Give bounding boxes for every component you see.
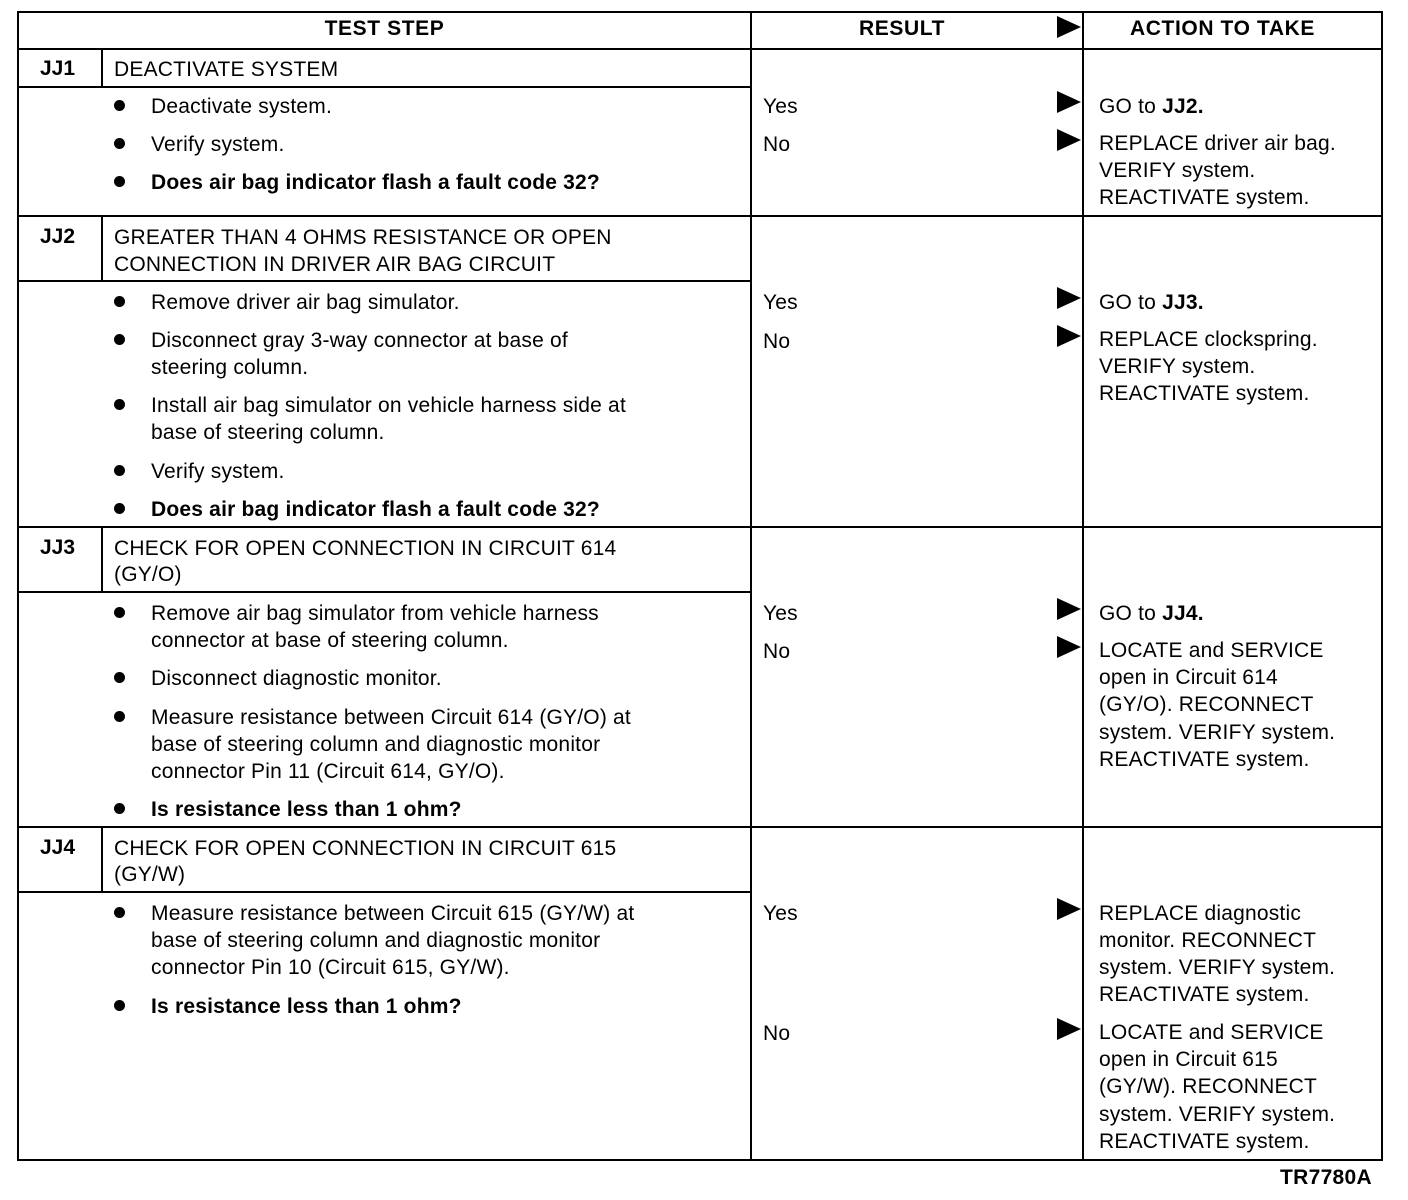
bullet-icon xyxy=(114,607,125,618)
action-text: LOCATE and SERVICE xyxy=(1099,639,1324,662)
step-question: Is resistance less than 1 ohm? xyxy=(151,798,462,821)
action-text: GO to JJ3. xyxy=(1099,291,1204,314)
action-text: VERIFY system. xyxy=(1099,159,1256,182)
step-question: Does air bag indicator flash a fault code 32? xyxy=(151,498,600,521)
table-border-left xyxy=(17,11,19,1161)
action-text: GO to JJ4. xyxy=(1099,602,1204,625)
bullet-icon xyxy=(114,672,125,683)
bullet-icon xyxy=(114,1000,125,1011)
bullet-icon xyxy=(114,907,125,918)
column-divider-result xyxy=(750,11,752,1161)
action-text: REPLACE clockspring. xyxy=(1099,328,1318,351)
step-reference: JJ4. xyxy=(1162,602,1204,625)
bullet-icon xyxy=(114,399,125,410)
bullet-icon xyxy=(114,176,125,187)
bullet-icon xyxy=(114,138,125,149)
step-title: (GY/W) xyxy=(114,863,186,886)
step-instruction: Verify system. xyxy=(151,460,285,483)
arrow-right-icon xyxy=(1057,91,1081,113)
arrow-right-icon xyxy=(1057,325,1081,347)
result-no: No xyxy=(763,330,791,353)
step-instruction: base of steering column and diagnostic monitor xyxy=(151,733,601,756)
step-instruction: Disconnect gray 3-way connector at base of xyxy=(151,329,568,352)
table-border-top xyxy=(17,11,1383,13)
step-instruction: connector at base of steering column. xyxy=(151,629,509,652)
step-title: GREATER THAN 4 OHMS RESISTANCE OR OPEN xyxy=(114,226,612,249)
bullet-icon xyxy=(114,296,125,307)
step-divider xyxy=(17,826,1383,828)
action-text: system. VERIFY system. xyxy=(1099,721,1336,744)
step-title: CONNECTION IN DRIVER AIR BAG CIRCUIT xyxy=(114,253,556,276)
step-question: Does air bag indicator flash a fault code 32? xyxy=(151,171,600,194)
bullet-icon xyxy=(114,334,125,345)
action-text: REACTIVATE system. xyxy=(1099,186,1310,209)
result-yes: Yes xyxy=(763,291,798,314)
result-no: No xyxy=(763,1022,791,1045)
action-text: system. VERIFY system. xyxy=(1099,956,1336,979)
action-text: open in Circuit 614 xyxy=(1099,666,1278,689)
bullet-icon xyxy=(114,100,125,111)
bullet-icon xyxy=(114,465,125,476)
step-id-divider xyxy=(101,215,103,282)
title-divider xyxy=(17,891,751,893)
step-instruction: Install air bag simulator on vehicle harness side at xyxy=(151,394,626,417)
action-text: REPLACE diagnostic xyxy=(1099,902,1302,925)
table-border-bottom xyxy=(17,1159,1383,1161)
action-text: REPLACE driver air bag. xyxy=(1099,132,1336,155)
arrow-right-icon xyxy=(1057,598,1081,620)
bullet-icon xyxy=(114,711,125,722)
arrow-right-icon xyxy=(1057,898,1081,920)
step-instruction: Remove air bag simulator from vehicle harness xyxy=(151,602,599,625)
result-yes: Yes xyxy=(763,95,798,118)
header-action-to-take: ACTION TO TAKE xyxy=(1130,17,1315,40)
step-id: JJ3 xyxy=(40,536,76,559)
header-divider xyxy=(17,48,1383,50)
step-instruction: Measure resistance between Circuit 614 (GY/O) at xyxy=(151,706,631,729)
step-id: JJ1 xyxy=(40,57,76,80)
result-no: No xyxy=(763,133,791,156)
action-text: GO to JJ2. xyxy=(1099,95,1204,118)
step-divider xyxy=(17,526,1383,528)
step-title: DEACTIVATE SYSTEM xyxy=(114,58,339,81)
step-id-divider xyxy=(101,526,103,593)
bullet-icon xyxy=(114,503,125,514)
step-instruction: connector Pin 11 (Circuit 614, GY/O). xyxy=(151,760,505,783)
arrow-right-icon xyxy=(1057,287,1081,309)
header-test-step: TEST STEP xyxy=(324,17,445,40)
arrow-right-icon xyxy=(1057,636,1081,658)
title-divider xyxy=(17,86,751,88)
result-yes: Yes xyxy=(763,902,798,925)
header-result: RESULT xyxy=(858,17,946,40)
bullet-icon xyxy=(114,803,125,814)
action-text: open in Circuit 615 xyxy=(1099,1048,1278,1071)
step-reference: JJ3. xyxy=(1162,291,1204,314)
result-no: No xyxy=(763,640,791,663)
table-border-right xyxy=(1381,11,1383,1161)
step-title: CHECK FOR OPEN CONNECTION IN CIRCUIT 614 xyxy=(114,537,617,560)
arrow-right-icon xyxy=(1057,129,1081,151)
action-text: VERIFY system. xyxy=(1099,355,1256,378)
step-instruction: base of steering column and diagnostic monitor xyxy=(151,929,601,952)
title-divider xyxy=(17,591,751,593)
step-instruction: Verify system. xyxy=(151,133,285,156)
step-id: JJ2 xyxy=(40,225,76,248)
action-text: monitor. RECONNECT xyxy=(1099,929,1317,952)
step-divider xyxy=(17,215,1383,217)
step-instruction: Measure resistance between Circuit 615 (GY/W) at xyxy=(151,902,635,925)
action-text: (GY/W). RECONNECT xyxy=(1099,1075,1318,1098)
step-instruction: base of steering column. xyxy=(151,421,385,444)
step-question: Is resistance less than 1 ohm? xyxy=(151,995,462,1018)
action-text: REACTIVATE system. xyxy=(1099,748,1310,771)
step-title: CHECK FOR OPEN CONNECTION IN CIRCUIT 615 xyxy=(114,837,617,860)
arrow-right-icon xyxy=(1057,1018,1081,1040)
action-text: LOCATE and SERVICE xyxy=(1099,1021,1324,1044)
step-id: JJ4 xyxy=(40,836,76,859)
step-instruction: Remove driver air bag simulator. xyxy=(151,291,460,314)
action-text: REACTIVATE system. xyxy=(1099,382,1310,405)
title-divider xyxy=(17,280,751,282)
step-id-divider xyxy=(101,826,103,893)
step-id-divider xyxy=(101,48,103,88)
step-instruction: Deactivate system. xyxy=(151,95,332,118)
step-title: (GY/O) xyxy=(114,563,182,586)
result-yes: Yes xyxy=(763,602,798,625)
step-instruction: Disconnect diagnostic monitor. xyxy=(151,667,442,690)
action-text: (GY/O). RECONNECT xyxy=(1099,693,1314,716)
action-text: REACTIVATE system. xyxy=(1099,983,1310,1006)
step-instruction: steering column. xyxy=(151,356,309,379)
figure-reference: TR7780A xyxy=(1280,1166,1372,1189)
action-text: system. VERIFY system. xyxy=(1099,1103,1336,1126)
header-arrow-icon xyxy=(1057,16,1081,38)
column-divider-action xyxy=(1082,11,1084,1161)
action-text: REACTIVATE system. xyxy=(1099,1130,1310,1153)
step-instruction: connector Pin 10 (Circuit 615, GY/W). xyxy=(151,956,510,979)
step-reference: JJ2. xyxy=(1162,95,1204,118)
